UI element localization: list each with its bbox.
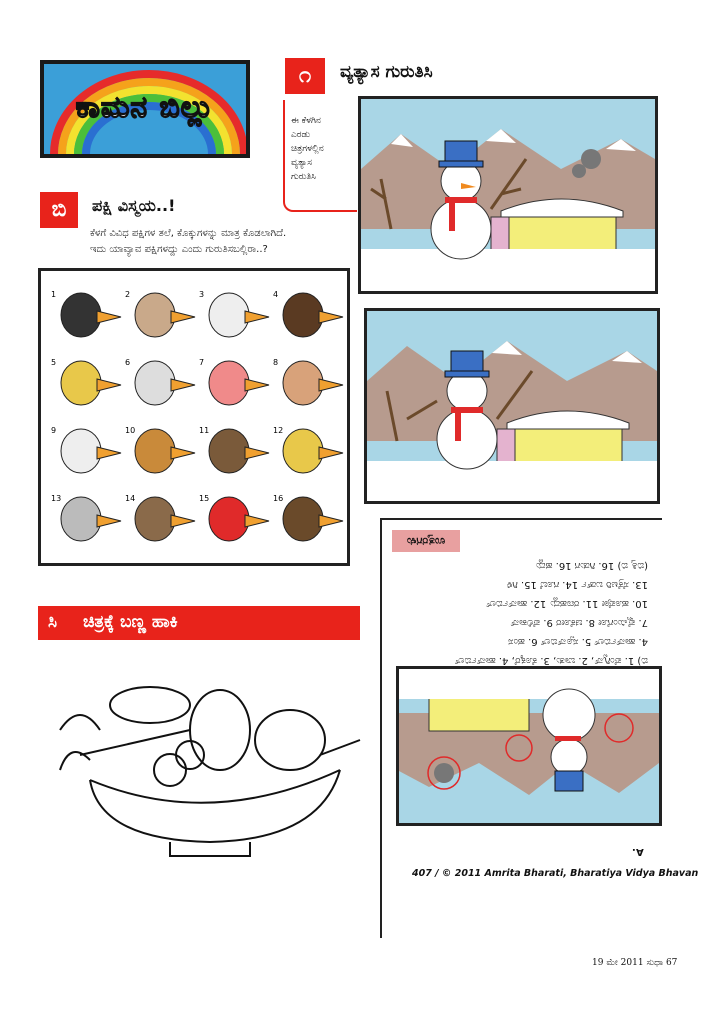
answer-picture-label: A. [632,846,644,857]
bird-head-11 [199,426,269,473]
bird-number: 11 [199,426,210,435]
bird-head-1 [51,290,121,337]
bird-head-13 [51,494,121,541]
bird-number: 14 [125,494,136,503]
section-b-instructions [90,226,360,258]
page-footer: 19 ಮೇ 2011 ಸುಧಾ 67 [592,958,678,968]
answer-picture-upside-down [396,666,662,826]
note-line: ವ್ಯತ್ಯಾಸ [291,158,312,168]
section-b-title: ಪಕ್ಷಿ ವಿಸ್ಮಯ..! [92,196,176,215]
bird-head-3 [199,290,269,337]
section-a-badge: ೧ [285,58,325,94]
answer-divider-vertical [380,518,382,938]
bird-head-15 [199,494,269,541]
answer-line: (ಬಿತ್ತಿ ಬಿ) 16. ಗಿಡುಗ 16. ಹದ್ದು [534,560,648,571]
section-a-title: ವ್ಯತ್ಯಾಸ ಗುರುತಿಸಿ [340,62,433,82]
answer-line: 4. ಹಾರ್ನ್‌ಬಿಲ್ 5. ಸ್ಪೂನ್‌ಬಿಲ್ 6. ಹಂಸ [508,636,648,647]
section-a-instructions [283,100,357,212]
note-line: ಈ ಕೆಳಗಿನ [291,116,321,126]
spot-difference-picture-2 [364,308,660,504]
bird-number: 4 [273,290,279,299]
bird-number: 6 [125,358,131,367]
answer-line: 13. ಸೆಕ್ರೆಟರಿ ಬರ್ಡ್ 14. ಗೂಬೆ 15. ಗಿಳಿ [506,579,648,590]
bird-number: 2 [125,290,131,299]
fruit-bowl-coloring-drawing [40,660,380,870]
magazine-logo [40,60,250,158]
instruction-line: ಕೆಳಗೆ ವಿವಿಧ ಪಕ್ಷಿಗಳ ತಲೆ, ಕೊಕ್ಕುಗಳನ್ನು ಮಾತ್ರ ಕೊಡಲಾಗಿದೆ. [90,228,287,239]
section-c-title [48,612,178,632]
bird-head-14 [125,494,195,541]
bird-head-5 [51,358,121,405]
bird-head-12 [273,426,343,473]
spot-difference-picture-1 [358,96,658,294]
bird-number: 5 [51,358,57,367]
bird-number: 9 [51,426,57,435]
bird-head-6 [125,358,195,405]
bird-number: 12 [273,426,284,435]
bird-head-4 [273,290,343,337]
answer-line: 7. ಫ್ಲೆಮಿಂಗೋ 8. ಚಕೋರ 9. ಪೆಲಿಕಾನ್ [510,617,648,628]
bird-head-16 [273,494,343,541]
bird-number: 15 [199,494,210,503]
section-c-heading: ಚಿತ್ರಕ್ಕೆ ಬಣ್ಣ ಹಾಕಿ [82,612,178,632]
bird-head-7 [199,358,269,405]
bird-head-2 [125,290,195,337]
answer-line: ಬಿ) 1. ಪೆಂಗ್ವಿನ್, 2. ಬಾತು, 3. ಕೊಕ್ಕರೆ, 4. ಹಾರ್ನ್‌ಬಿಲ್ [454,655,648,666]
instruction-line: ಇದು ಯಾವ್ಯಾವ ಪಕ್ಷಿಗಳದ್ದು ಎಂದು ಗುರುತಿಸಬಲ್ಲಿರಾ..? [90,244,268,255]
bird-number: 16 [273,494,284,503]
bird-head-10 [125,426,195,473]
bird-number: 10 [125,426,136,435]
answer-line: 10. ಹೂಪೋ 11. ರಣಹದ್ದು 12. ಹಾರ್ನ್‌ಬಿಲ್ [486,598,648,609]
copyright-credit: 407 / © 2011 Amrita Bharati, Bharatiya Vidya Bhavan [412,868,699,879]
bird-number: 1 [51,290,57,299]
logo-title: ಕಾಮನ ಬಿಲ್ಲು [75,90,215,125]
bird-number: 7 [199,358,205,367]
bird-number: 3 [199,290,205,299]
answers-list [400,556,648,670]
note-line: ಚಿತ್ರಗಳಲ್ಲಿನ [291,144,324,154]
section-b-badge: ಬಿ [40,192,78,228]
section-c-badge: ಸಿ [48,612,58,632]
note-line: ಗುರುತಿಸಿ [291,172,316,182]
bird-head-9 [51,426,121,473]
bird-number: 8 [273,358,279,367]
answers-heading: ಉತ್ತರಗಳು [392,530,460,552]
bird-number: 13 [51,494,62,503]
bird-heads-illustration [38,268,350,566]
note-line: ಎರಡು [291,130,311,140]
bird-head-8 [273,358,343,405]
answer-divider-horizontal [380,518,662,520]
